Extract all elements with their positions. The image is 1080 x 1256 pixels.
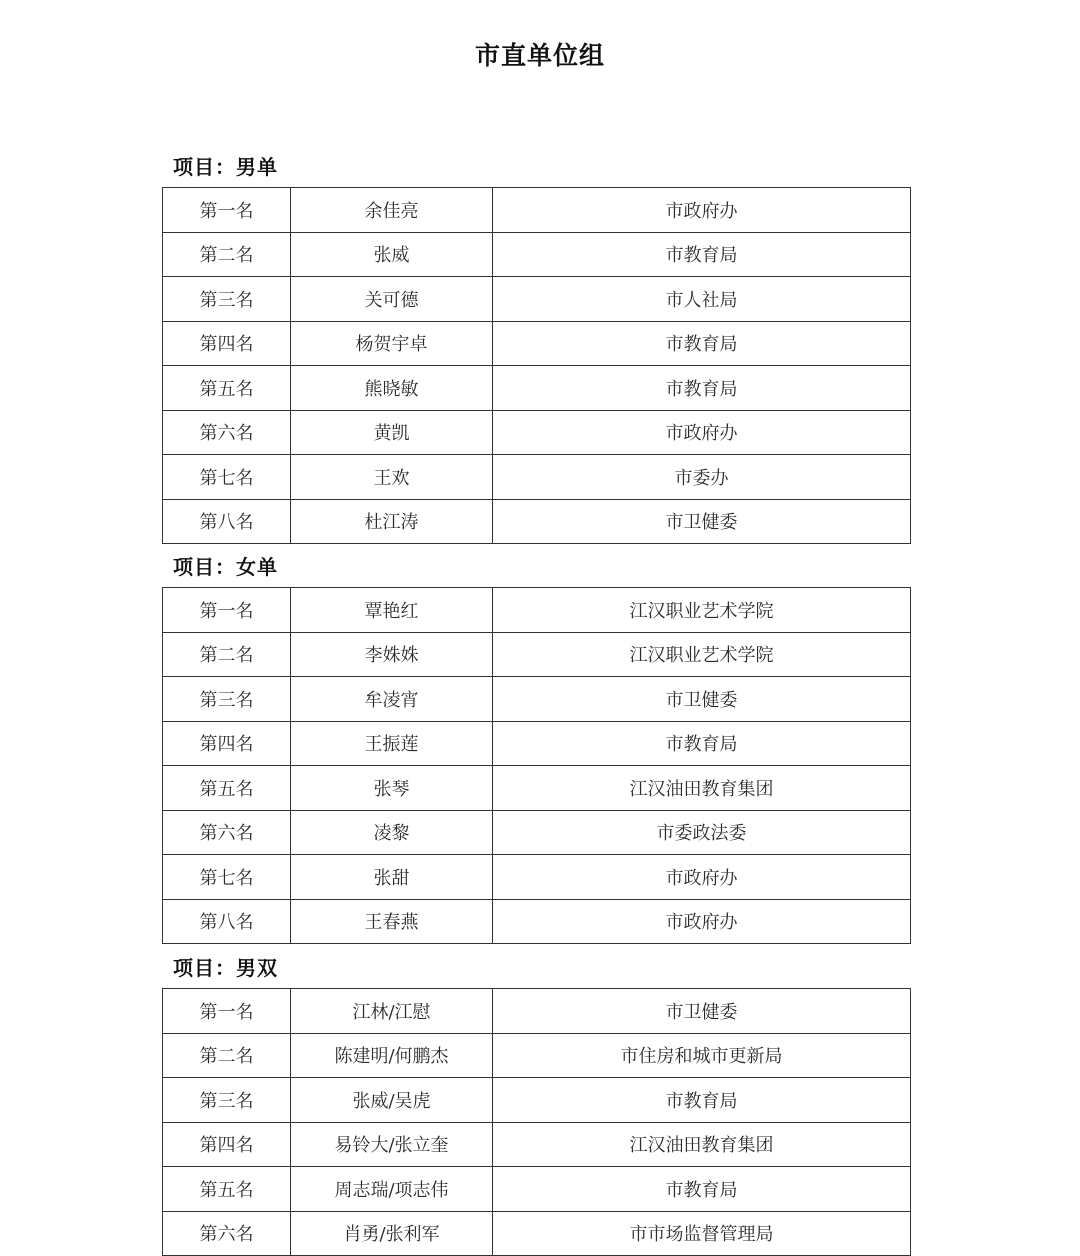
player-name-cell: 张甜: [291, 855, 493, 900]
unit-cell: 江汉油田教育集团: [493, 1122, 911, 1167]
rank-cell: 第一名: [163, 989, 291, 1034]
section-heading-mens-doubles: 项目：男双: [173, 956, 278, 980]
rank-cell: 第二名: [163, 1033, 291, 1078]
page-title: 市直单位组: [474, 41, 605, 70]
unit-cell: 市教育局: [493, 366, 911, 411]
rank-cell: 第三名: [163, 677, 291, 722]
rank-cell: 第六名: [163, 410, 291, 455]
rank-cell: 第三名: [163, 1078, 291, 1123]
unit-cell: 市教育局: [493, 1167, 911, 1212]
player-name-cell: 肖勇/张利军: [291, 1211, 493, 1256]
table-row: [163, 232, 911, 277]
unit-cell: 市人社局: [493, 277, 911, 322]
table-row: [163, 455, 911, 500]
results-table-womens-singles: [162, 587, 911, 944]
player-name-cell: 周志瑞/项志伟: [291, 1167, 493, 1212]
unit-cell: 市教育局: [493, 321, 911, 366]
unit-cell: 市委政法委: [493, 810, 911, 855]
rank-cell: 第六名: [163, 1211, 291, 1256]
rank-cell: 第八名: [163, 899, 291, 944]
rank-cell: 第二名: [163, 632, 291, 677]
player-name-cell: 王春燕: [291, 899, 493, 944]
results-table-mens-doubles: [162, 988, 911, 1256]
unit-cell: 江汉职业艺术学院: [493, 588, 911, 633]
player-name-cell: 熊晓敏: [291, 366, 493, 411]
unit-cell: 市教育局: [493, 721, 911, 766]
rank-cell: 第四名: [163, 1122, 291, 1167]
unit-cell: 市政府办: [493, 410, 911, 455]
player-name-cell: 陈建明/何鹏杰: [291, 1033, 493, 1078]
table-row: [163, 321, 911, 366]
rank-cell: 第七名: [163, 855, 291, 900]
player-name-cell: 关可德: [291, 277, 493, 322]
section-heading-womens-singles: 项目：女单: [173, 555, 278, 579]
table-row: [163, 366, 911, 411]
table-row: [163, 721, 911, 766]
rank-cell: 第四名: [163, 721, 291, 766]
table-row: [163, 677, 911, 722]
unit-cell: 市政府办: [493, 899, 911, 944]
table-row: [163, 188, 911, 233]
unit-cell: 市教育局: [493, 1078, 911, 1123]
unit-cell: 市卫健委: [493, 989, 911, 1034]
table-row: [163, 1167, 911, 1212]
rank-cell: 第五名: [163, 366, 291, 411]
unit-cell: 市卫健委: [493, 499, 911, 544]
table-row: [163, 410, 911, 455]
unit-cell: 市卫健委: [493, 677, 911, 722]
player-name-cell: 杨贺宇卓: [291, 321, 493, 366]
player-name-cell: 余佳亮: [291, 188, 493, 233]
player-name-cell: 李姝姝: [291, 632, 493, 677]
rank-cell: 第二名: [163, 232, 291, 277]
player-name-cell: 张威/吴虎: [291, 1078, 493, 1123]
unit-cell: 市住房和城市更新局: [493, 1033, 911, 1078]
rank-cell: 第六名: [163, 810, 291, 855]
table-row: [163, 1122, 911, 1167]
player-name-cell: 张威: [291, 232, 493, 277]
player-name-cell: 王振莲: [291, 721, 493, 766]
unit-cell: 市政府办: [493, 188, 911, 233]
rank-cell: 第五名: [163, 766, 291, 811]
unit-cell: 江汉职业艺术学院: [493, 632, 911, 677]
rank-cell: 第一名: [163, 188, 291, 233]
player-name-cell: 杜江涛: [291, 499, 493, 544]
unit-cell: 江汉油田教育集团: [493, 766, 911, 811]
rank-cell: 第八名: [163, 499, 291, 544]
table-row: [163, 855, 911, 900]
unit-cell: 市市场监督管理局: [493, 1211, 911, 1256]
rank-cell: 第一名: [163, 588, 291, 633]
table-row: [163, 1211, 911, 1256]
table-row: [163, 810, 911, 855]
table-row: [163, 766, 911, 811]
section-heading-mens-singles: 项目：男单: [173, 155, 278, 179]
player-name-cell: 易铃大/张立奎: [291, 1122, 493, 1167]
rank-cell: 第四名: [163, 321, 291, 366]
player-name-cell: 覃艳红: [291, 588, 493, 633]
player-name-cell: 牟凌宵: [291, 677, 493, 722]
table-row: [163, 588, 911, 633]
rank-cell: 第五名: [163, 1167, 291, 1212]
results-table-mens-singles: [162, 187, 911, 544]
table-row: [163, 1033, 911, 1078]
rank-cell: 第七名: [163, 455, 291, 500]
table-row: [163, 499, 911, 544]
unit-cell: 市教育局: [493, 232, 911, 277]
rank-cell: 第三名: [163, 277, 291, 322]
player-name-cell: 王欢: [291, 455, 493, 500]
table-row: [163, 277, 911, 322]
unit-cell: 市政府办: [493, 855, 911, 900]
player-name-cell: 张琴: [291, 766, 493, 811]
table-row: [163, 632, 911, 677]
player-name-cell: 凌黎: [291, 810, 493, 855]
player-name-cell: 江林/江慰: [291, 989, 493, 1034]
unit-cell: 市委办: [493, 455, 911, 500]
table-row: [163, 899, 911, 944]
table-row: [163, 1078, 911, 1123]
player-name-cell: 黄凯: [291, 410, 493, 455]
table-row: [163, 989, 911, 1034]
